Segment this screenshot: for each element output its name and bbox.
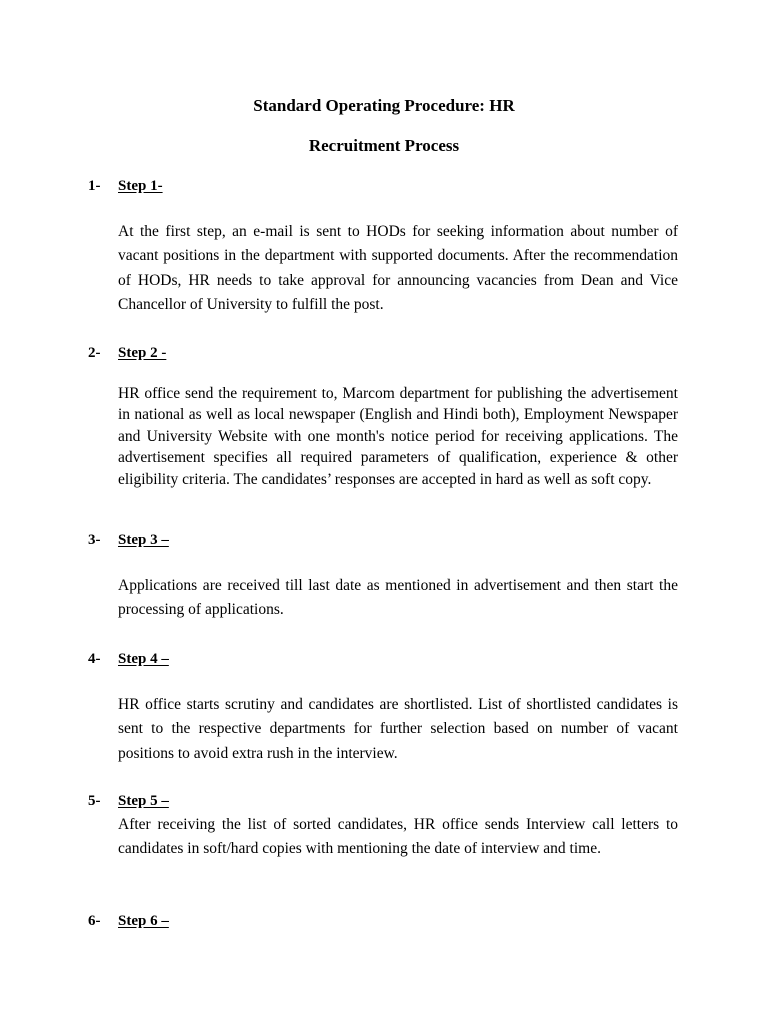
- document-title: Standard Operating Procedure: HR: [253, 96, 515, 115]
- step-6-title: Step 6 –: [118, 913, 169, 929]
- step-4-text: HR office starts scrutiny and candidates are shortlisted. List of shortlisted candidates is sent to the respective departments for further selection based on number of vacant positions to avoid extra rush in the interview.: [118, 696, 678, 762]
- step-3-text: Applications are received till last date as mentioned in advertisement and then start the processing of applications.: [118, 577, 678, 619]
- step-4-number: 4-: [88, 651, 101, 667]
- step-1-number: 1-: [88, 178, 101, 194]
- step-2-title: Step 2 -: [118, 345, 167, 361]
- step-1-text: At the first step, an e-mail is sent to HODs for seeking information about number of vacant positions in the department with supported documents. After the recommendation of HODs, HR needs to take approval for announcing vacancies from Dean and Vice Chancellor of University to fulfill the post.: [118, 223, 678, 313]
- step-3-number: 3-: [88, 532, 101, 548]
- step-5-title: Step 5 –: [118, 793, 169, 809]
- step-2-text: HR office send the requirement to, Marcom department for publishing the advertisement in national as well as local newspaper (English and Hindi both), Employment Newspaper and University Website with one month's notice period for receiving applications. The advertisement specifies all required parameters of qualification, experience & other eligibility criteria. The candidates’ responses are accepted in hard as well as soft copy.: [118, 385, 678, 488]
- step-4-title: Step 4 –: [118, 651, 169, 667]
- step-5-number: 5-: [88, 793, 101, 809]
- document-subtitle: Recruitment Process: [308, 136, 460, 155]
- step-5-text: After receiving the list of sorted candidates, HR office sends Interview call letters to candidates in soft/hard copies with mentioning the date of interview and time.: [118, 816, 678, 858]
- step-1-title: Step 1-: [118, 178, 163, 194]
- step-3-title: Step 3 –: [118, 532, 169, 548]
- step-2-number: 2-: [88, 345, 101, 361]
- step-6-number: 6-: [88, 913, 101, 929]
